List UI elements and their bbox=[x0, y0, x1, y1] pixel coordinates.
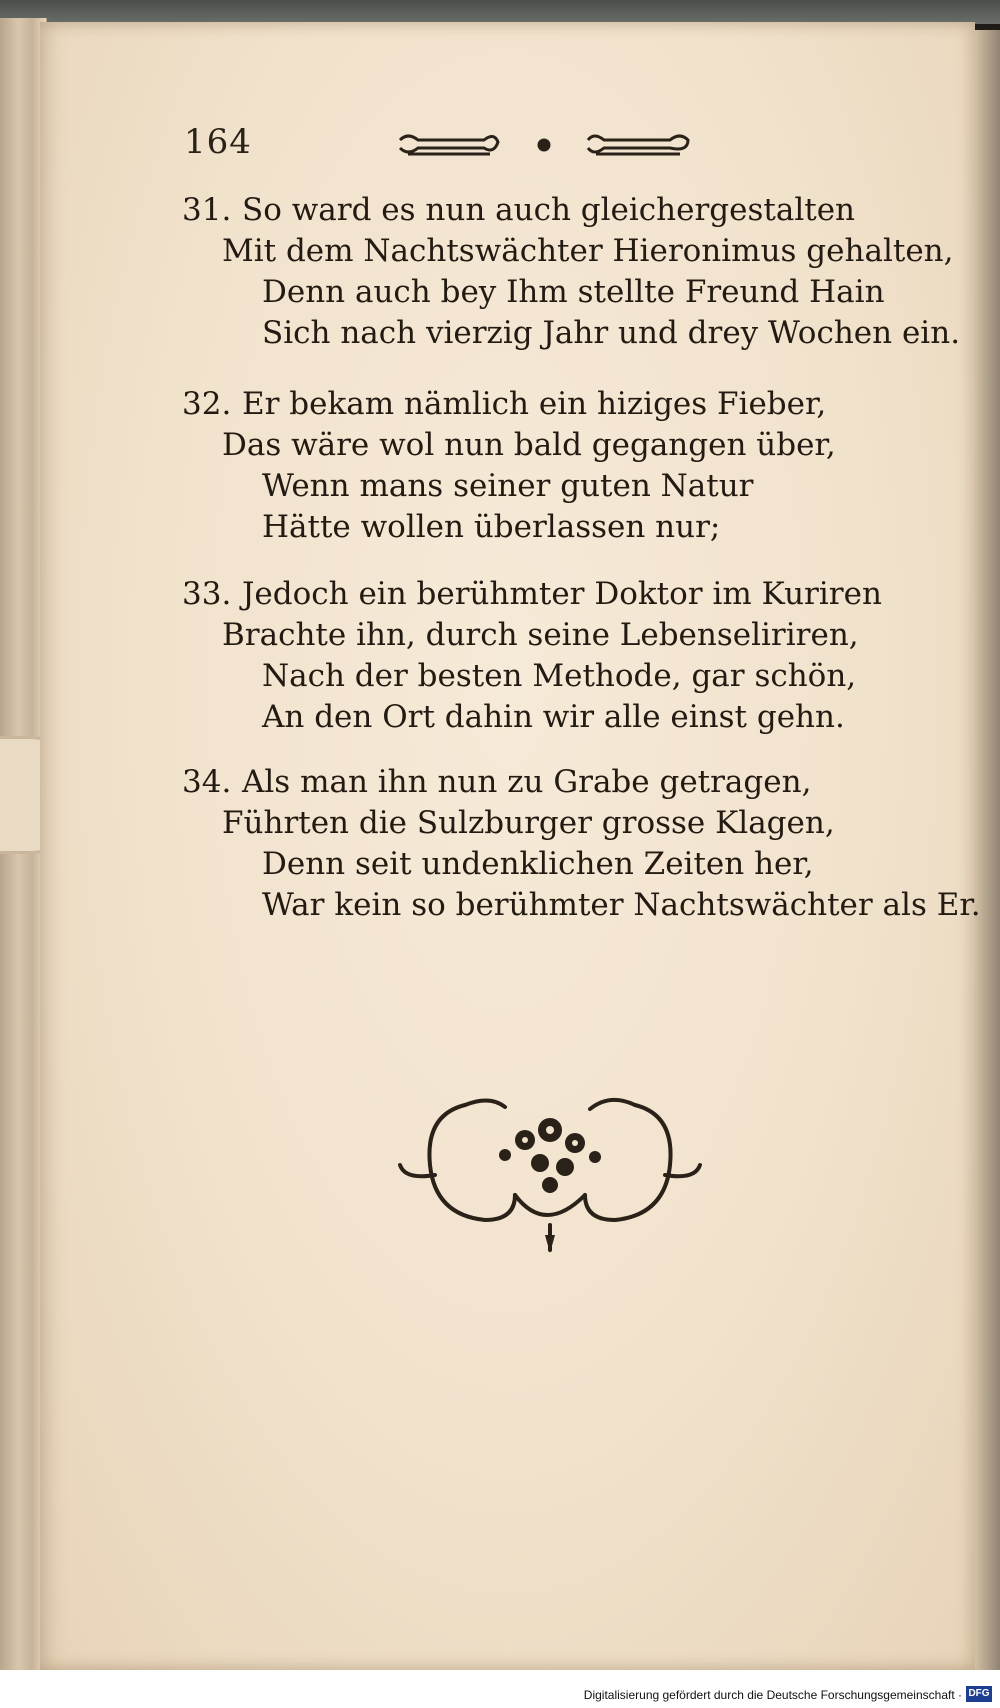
verse-line: An den Ort dahin wir alle einst gehn. bbox=[262, 699, 845, 735]
page-number: 164 bbox=[184, 122, 252, 162]
stanza-33 bbox=[182, 574, 922, 738]
verse-line: Sich nach vierzig Jahr und drey Wochen ein. bbox=[262, 315, 961, 351]
header-ornament bbox=[398, 128, 690, 168]
funding-credit: Digitalisierung gefördert durch die Deutsche Forschungsgemeinschaft · bbox=[583, 1688, 962, 1702]
verse-line: Nach der besten Methode, gar schön, bbox=[262, 658, 857, 694]
verse-line: Jedoch ein berühmter Doktor im Kuriren bbox=[242, 576, 882, 612]
verse-line: Brachte ihn, durch seine Lebenseliriren, bbox=[222, 617, 859, 653]
floral-vignette bbox=[395, 1085, 705, 1255]
verse-line: Denn auch bey Ihm stellte Freund Hain bbox=[262, 274, 885, 310]
dfg-logo: DFG bbox=[966, 1686, 992, 1702]
verse-line: Hätte wollen überlassen nur; bbox=[262, 509, 721, 545]
verse-line: Wenn mans seiner guten Natur bbox=[262, 468, 754, 504]
book-cover-edge bbox=[0, 0, 1000, 24]
stanza-number: 31. bbox=[182, 192, 232, 228]
verse-line: Als man ihn nun zu Grabe getragen, bbox=[242, 764, 812, 800]
stanza-32 bbox=[182, 384, 922, 548]
verse-line: Mit dem Nachtswächter Hieronimus gehalten, bbox=[222, 233, 954, 269]
verse-line: War kein so berühmter Nachtswächter als Er. bbox=[262, 887, 981, 923]
verse-line: Er bekam nämlich ein hiziges Fieber, bbox=[242, 386, 827, 422]
stanza-number: 34. bbox=[182, 764, 232, 800]
page-right-edge bbox=[975, 30, 1000, 1670]
stanza-number: 32. bbox=[182, 386, 232, 422]
stanza-31 bbox=[182, 190, 961, 354]
verse-line: Denn seit undenklichen Zeiten her, bbox=[262, 846, 814, 882]
verse-line: Führten die Sulzburger grosse Klagen, bbox=[222, 805, 835, 841]
stanza-number: 33. bbox=[182, 576, 232, 612]
stanza-34 bbox=[182, 762, 981, 926]
verse-line: So ward es nun auch gleichergestalten bbox=[242, 192, 856, 228]
verse-line: Das wäre wol nun bald gegangen über, bbox=[222, 427, 836, 463]
